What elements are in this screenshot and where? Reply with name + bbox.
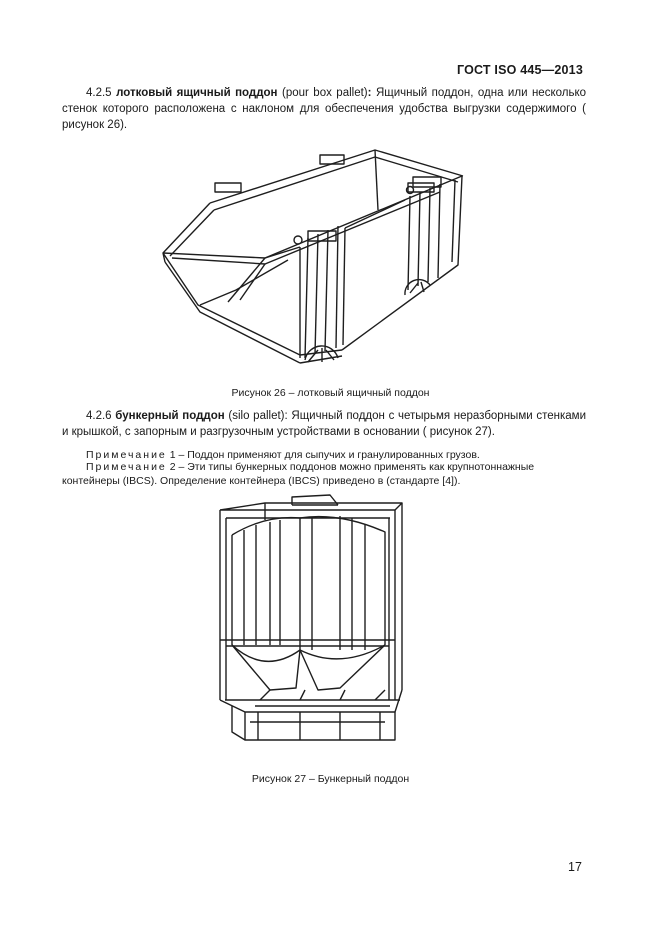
page-number: 17 bbox=[568, 860, 582, 874]
section-number: 4.2.6 bbox=[86, 410, 112, 422]
note-label: Примечание bbox=[86, 461, 167, 473]
note-number: 1 bbox=[169, 449, 176, 461]
note-label: Примечание bbox=[86, 449, 167, 461]
section-4-2-6: 4.2.6 бункерный поддон (silo pallet): Ящичный поддон с четырьмя неразборными стенками и крышкой, с запорным и разгрузочным устройствами в основании ( рисунок 27). bbox=[62, 410, 586, 438]
note-2: Примечание 2 – Эти типы бункерных поддонов можно применять как крупнотоннажные контейнеры (IBCS). Определение контейнера (IBCS) приведено в (стандарте [4]). bbox=[62, 461, 535, 487]
note-number: 2 bbox=[169, 461, 176, 473]
term: лотковый ящичный поддон bbox=[116, 87, 278, 99]
note-text: Эти типы бункерных поддонов можно применять как крупнотоннажные контейнеры (IBCS). Определение контейнера (IBCS) приведено в (стандарте [4]). bbox=[62, 461, 535, 487]
term-en: (pour box pallet) bbox=[281, 87, 368, 99]
section-4-2-5: 4.2.5 лотковый ящичный поддон (pour box pallet): Ящичный поддон, одна или несколько стенок которого расположена с наклоном для обеспечения удобства выгрузки содержимого ( рисунок 26). bbox=[62, 87, 587, 131]
standard-header: ГОСТ ISO 445—2013 bbox=[456, 63, 583, 77]
term-en: (silo pallet) bbox=[228, 410, 285, 422]
term: бункерный поддон bbox=[115, 410, 225, 422]
definition: Ящичный поддон с четырьмя неразборными стенками и крышкой, с запорным и разгрузочным устройствами в основании ( рисунок 27). bbox=[62, 410, 586, 438]
note-1: Примечание 1 – Поддон применяют для сыпучих и гранулированных грузов. bbox=[86, 449, 480, 461]
figure-26-caption: Рисунок 26 – лотковый ящичный поддон bbox=[231, 387, 430, 399]
section-number: 4.2.5 bbox=[86, 87, 112, 99]
definition: Ящичный поддон, одна или несколько стенок которого расположена с наклоном для обеспечения удобства выгрузки содержимого ( рисунок 26). bbox=[62, 87, 587, 131]
figure-27-caption: Рисунок 27 – Бункерный поддон bbox=[251, 773, 410, 785]
note-text: Поддон применяют для сыпучих и гранулированных грузов. bbox=[187, 449, 480, 461]
